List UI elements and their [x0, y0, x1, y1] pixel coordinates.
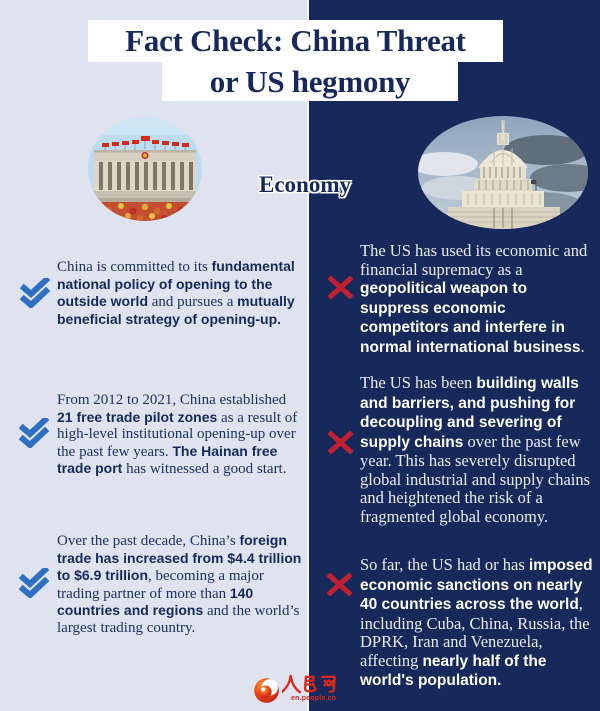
text-segment: nearly half of the world's population.: [360, 652, 547, 689]
text-segment: , becoming a major trading partner of more than: [57, 568, 264, 602]
text-segment: building walls and barriers, and pushing for decoupling and severing of supply chains: [360, 375, 579, 451]
text-segment: has witnessed a good start.: [122, 461, 287, 477]
us-point-1: [360, 242, 593, 357]
text-segment: Over the past decade, China’s: [57, 533, 240, 549]
logo-swirl-icon: [252, 675, 283, 706]
us-point-3: [360, 556, 593, 691]
text-segment: 140 countries and regions: [57, 584, 254, 618]
text-segment: and the world’s largest trading country.: [57, 603, 300, 636]
text-segment: 21 free trade pilot zones: [57, 408, 218, 425]
text-segment: fundamental national policy of opening to the outside world: [57, 258, 295, 309]
text-segment: From 2012 to 2021, China established: [57, 392, 287, 408]
double-check-icon: [20, 278, 51, 308]
cross-icon: [328, 431, 353, 454]
text-segment: So far, the US had or has: [360, 555, 529, 574]
text-segment: The Hainan free trade port: [57, 442, 278, 476]
logo-chinese-characters: [282, 673, 338, 696]
text-segment: .: [580, 336, 585, 356]
china-point-1: [57, 258, 303, 328]
cross-icon: [327, 573, 352, 596]
text-segment: The US has used its economic and financial supremacy as a: [360, 241, 588, 279]
text-segment: imposed economic sanctions on nearly 40 countries across the world: [360, 557, 593, 613]
panel-divider: [307, 0, 309, 711]
text-segment: as a result of high-level institutional opening-up over the past few years.: [57, 409, 298, 460]
title-line-1: Fact Check: China Threat: [88, 20, 503, 62]
text-segment: mutually beneficial strategy of opening-up.: [57, 293, 295, 327]
text-segment: geopolitical weapon to suppress economic competitors and interfere in normal international business: [360, 280, 581, 356]
capitol-photo: [418, 116, 588, 229]
logo-url: en.people.cn: [291, 695, 337, 702]
us-point-2: [360, 374, 593, 526]
text-segment: China is committed to its: [57, 259, 212, 275]
china-point-2: [57, 392, 303, 478]
great-hall-photo: [88, 117, 202, 221]
title-line-2: or US hegmony: [162, 62, 458, 101]
text-segment: over the past few year. This has severely disrupted global industrial and supply chains and heightened the risk of a fragmented global economy.: [360, 431, 591, 526]
text-segment: foreign trade has increased from $4.4 trillion to $6.9 trillion: [57, 532, 302, 583]
text-segment: The US has been: [360, 373, 477, 392]
section-label-economy: Economy: [259, 172, 351, 197]
double-check-icon: [19, 418, 50, 448]
text-segment: , including Cuba, China, Russia, the DPRK, Iran and Venezuela, affecting: [360, 594, 590, 670]
peoples-daily-logo: [252, 672, 347, 708]
capitol-illustration: [418, 116, 588, 229]
china-point-3: [57, 532, 303, 636]
great-hall-illustration: [88, 117, 202, 221]
double-check-icon: [19, 568, 50, 598]
text-segment: and pursues a: [148, 294, 238, 310]
cross-icon: [328, 276, 353, 299]
